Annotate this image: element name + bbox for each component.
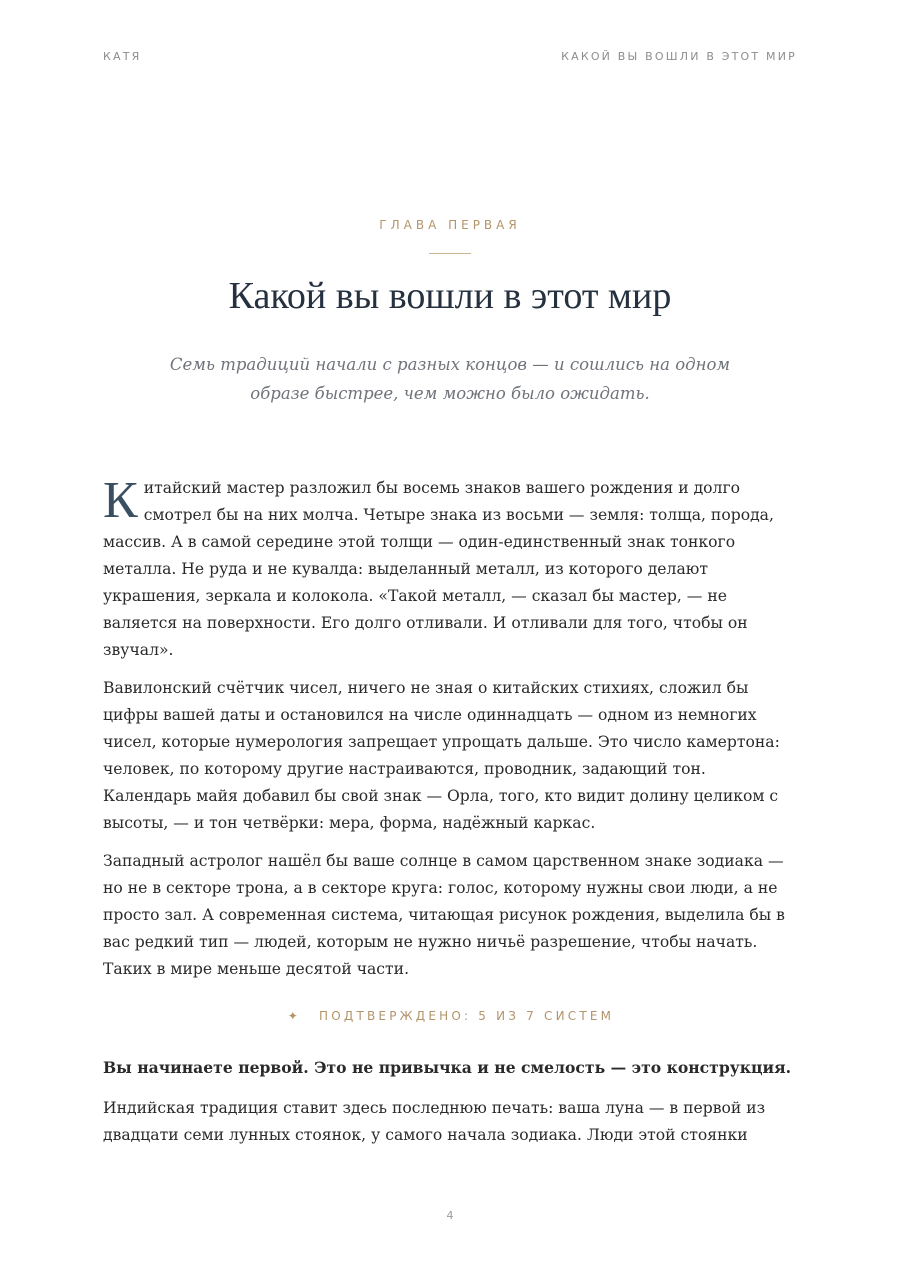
paragraph-2: Вавилонский счётчик чисел, ничего не зная о китайских стихиях, сложил бы цифры вашей даты и остановился на числе одиннадцать — одном из немногих чисел, которые нумерология запрещает упрощать дальше. Это число камертона: человек, по которому другие настраиваются, проводник, задающий тон. Календарь майя добавил бы свой знак — Орла, того, кто видит долину целиком с высоты, — и тон четвёрки: мера, форма, надёжный каркас. bbox=[103, 679, 780, 832]
page-number: 4 bbox=[446, 1209, 454, 1222]
chapter-body bbox=[103, 472, 799, 1160]
drop-cap: К bbox=[103, 472, 138, 529]
confirmation-text: ПОДТВЕРЖДЕНО: 5 ИЗ 7 СИСТЕМ bbox=[319, 1009, 615, 1023]
paragraph-1-text: итайский мастер разложил бы восемь знаков вашего рождения и долго смотрел бы на них молча. Четыре знака из восьми — земля: толща, порода, массив. А в самой середине этой толщи — один-единственный знак тонкого металла. Не руда и не кувалда: выделанный металл, из которого делают украшения, зеркала и колокола. «Такой металл, — сказал бы мастер, — не валяется на поверхности. Его долго отливали. И отливали для того, чтобы он звучал». bbox=[103, 479, 774, 659]
running-head-author: КАТЯ bbox=[103, 50, 142, 63]
thesis-statement: Вы начинаете первой. Это не привычка и не смелость — это конструкция. bbox=[103, 1058, 792, 1077]
running-head-chapter: КАКОЙ ВЫ ВОШЛИ В ЭТОТ МИР bbox=[561, 50, 797, 63]
chapter-title: Какой вы вошли в этот мир bbox=[228, 275, 672, 317]
running-head bbox=[103, 50, 797, 63]
chapter-subtitle: Семь традиций начали с разных концов — и сошлись на одном образе быстрее, чем можно было ожидать. bbox=[169, 355, 731, 403]
confirmation-note bbox=[103, 1003, 799, 1030]
paragraph-4: Индийская традиция ставит здесь последнюю печать: ваша луна — в первой из двадцати семи лунных стоянок, у самого начала зодиака. Люди этой стоянки bbox=[103, 1099, 766, 1144]
star-icon: ✦ bbox=[287, 1009, 302, 1023]
paragraph-3: Западный астролог нашёл бы ваше солнце в самом царственном знаке зодиака — но не в секторе трона, а в секторе круга: голос, которому нужны свои люди, а не просто зал. А современная система, читающая рисунок рождения, выделила бы в вас редкий тип — людей, которым не нужно ничьё разрешение, чтобы начать. Таких в мире меньше десятой части. bbox=[103, 852, 785, 978]
chapter-label: ГЛАВА ПЕРВАЯ bbox=[379, 218, 521, 232]
chapter-divider bbox=[429, 253, 471, 254]
paragraph-1 bbox=[103, 472, 799, 664]
